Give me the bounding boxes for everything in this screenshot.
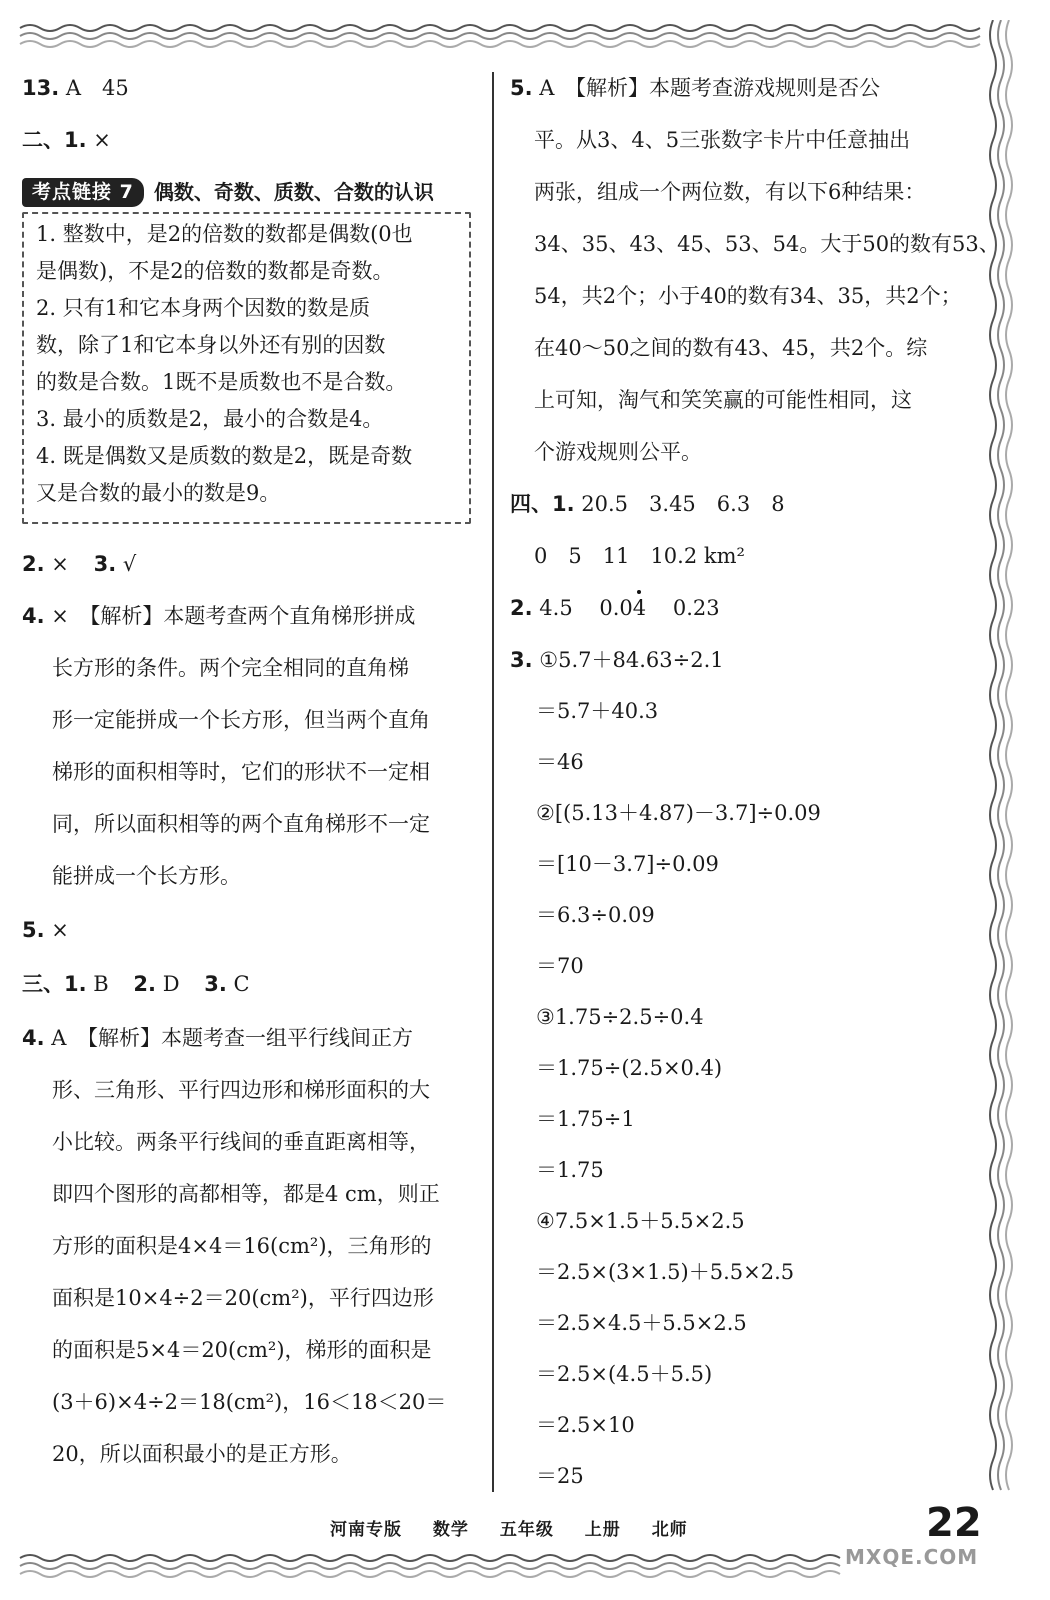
calc-line: ④7.5×1.5＋5.5×2.5 [536,1209,745,1233]
explanation-line: 20，所以面积最小的是正方形。 [52,1442,352,1466]
watermark: MXQE.COM [845,1545,979,1569]
answer-section3 [22,972,250,997]
calc-line: ＝6.3÷0.09 [536,903,655,927]
answer-section4-q1 [510,492,785,517]
page-number: 22 [926,1500,982,1546]
answer-section2-q1 [22,128,111,153]
knowledge-point-tag [22,178,434,207]
calc-line: ＝46 [536,750,584,774]
box-line: 1. 整数中，是2的倍数的数都是偶数(0也 [36,222,413,246]
explanation-line: 形、三角形、平行四边形和梯形面积的大 [52,1078,430,1102]
calc-line: ①5.7＋84.63÷2.1 [539,648,724,672]
question-number: 2. [510,596,533,620]
question-number: 二、1. [22,128,87,152]
question-number: 5. [510,76,533,100]
answer-section4-q3 [510,648,724,673]
question-number: 2. [22,552,45,576]
answer-text: 0 5 11 10.2 km² [534,544,745,568]
calc-line: ＝1.75÷(2.5×0.4) [536,1056,723,1080]
explanation-line: 面积是10×4÷2＝20(cm²)，平行四边形 [52,1286,434,1310]
answer-section4-q2 [510,596,720,621]
calc-line: ＝2.5×(3×1.5)＋5.5×2.5 [536,1260,795,1284]
explanation-line: 54，共2个；小于40的数有34、35，共2个； [534,284,962,308]
box-line: 又是合数的最小的数是9。 [36,481,281,505]
calc-line: ＝2.5×(4.5＋5.5) [536,1362,713,1386]
answer-text: × [51,552,69,576]
question-number: 3. [204,972,227,996]
knowledge-point-title: 偶数、奇数、质数、合数的认识 [153,180,434,205]
answer-q13 [22,76,129,101]
question-number: 4. [22,604,45,628]
calc-line: ＝[10－3.7]÷0.09 [536,852,719,876]
page-footer [330,1515,712,1540]
footer-edition: 河南专版 [330,1520,402,1540]
explanation-line: 梯形的面积相等时，它们的形状不一定相 [52,760,430,784]
knowledge-point-label: 考点链接 7 [22,178,144,207]
footer-publisher: 北师 [651,1520,688,1540]
wavy-border-top [0,18,1020,58]
box-line: 3. 最小的质数是2，最小的合数是4。 [36,407,384,431]
answer-text: C [233,972,250,996]
answer-text: √ [122,552,137,576]
answer-q2-q3 [22,552,136,577]
explanation-line: 能拼成一个长方形。 [52,864,241,888]
explanation-line: A 【解析】本题考查游戏规则是否公 [539,76,880,100]
box-line: 4. 既是偶数又是质数的数是2，既是奇数 [36,444,413,468]
explanation-line: 的面积是5×4＝20(cm²)，梯形的面积是 [52,1338,432,1362]
explanation-line: 平。从3、4、5三张数字卡片中任意抽出 [534,128,911,152]
box-line: 数，除了1和它本身以外还有别的因数 [36,333,386,357]
footer-subject: 数学 [432,1520,469,1540]
calc-line: ③1.75÷2.5÷0.4 [536,1005,704,1029]
explanation-line: 形一定能拼成一个长方形，但当两个直角 [52,708,430,732]
answer-text: × [93,128,111,152]
explanation-line: 小比较。两条平行线间的垂直距离相等， [52,1130,430,1154]
calc-line: ＝1.75 [536,1158,604,1182]
explanation-line: 即四个图形的高都相等，都是4 cm，则正 [52,1182,440,1206]
answer-section3-q4 [22,1026,413,1051]
answer-text [599,596,646,620]
calc-line: ＝5.7＋40.3 [536,699,659,723]
explanation-line: 个游戏规则公平。 [534,440,702,464]
question-number: 四、1. [510,492,575,516]
question-number: 5. [22,918,45,942]
explanation-line: 方形的面积是4×4＝16(cm²)，三角形的 [52,1234,432,1258]
answer-text: B [93,972,109,996]
explanation-line: 同，所以面积相等的两个直角梯形不一定 [52,812,430,836]
explanation-line: × 【解析】本题考查两个直角梯形拼成 [51,604,416,628]
answer-text: × [51,918,69,942]
answer-part: 0.0 [599,596,633,620]
question-number: 13. [22,76,60,100]
footer-volume: 上册 [584,1520,621,1540]
answer-right-q5 [510,76,880,101]
calc-line: ＝2.5×10 [536,1413,635,1437]
explanation-line: (3＋6)×4÷2＝18(cm²)，16＜18＜20＝ [52,1390,447,1414]
explanation-line: 两张，组成一个两位数，有以下6种结果： [534,180,926,204]
calc-line: ＝1.75÷1 [536,1107,635,1131]
calc-line: ②[(5.13＋4.87)－3.7]÷0.09 [536,801,821,825]
question-number: 3. [510,648,533,672]
footer-grade: 五年级 [499,1520,554,1540]
question-number: 三、1. [22,972,87,996]
answer-q4 [22,604,415,629]
explanation-line: 在40～50之间的数有43、45，共2个。综 [534,336,928,360]
answer-text: 4.5 [539,596,573,620]
box-line: 是偶数)，不是2的倍数的数都是奇数。 [36,259,394,283]
answer-q5 [22,918,69,943]
repeating-digit: 4 [632,596,647,620]
answer-text: A 45 [65,76,129,100]
explanation-line: 上可知，淘气和笑笑赢的可能性相同，这 [534,388,912,412]
calc-line: ＝70 [536,954,584,978]
answer-text: 0.23 [672,596,720,620]
question-number: 3. [93,552,117,576]
explanation-line: 34、35、43、45、53、54。大于50的数有53、 [534,232,1000,256]
question-number: 2. [133,972,156,996]
explanation-line: 长方形的条件。两个完全相同的直角梯 [52,656,409,680]
answer-text: 20.5 3.45 6.3 8 [581,492,785,516]
box-line: 的数是合数。1既不是质数也不是合数。 [36,370,407,394]
column-divider [492,72,494,1492]
explanation-line: A 【解析】本题考查一组平行线间正方 [51,1026,413,1050]
box-line: 2. 只有1和它本身两个因数的数是质 [36,296,371,320]
answer-text: D [162,972,180,996]
calc-line: ＝2.5×4.5＋5.5×2.5 [536,1311,747,1335]
calc-line: ＝25 [536,1464,584,1488]
question-number: 4. [22,1026,45,1050]
